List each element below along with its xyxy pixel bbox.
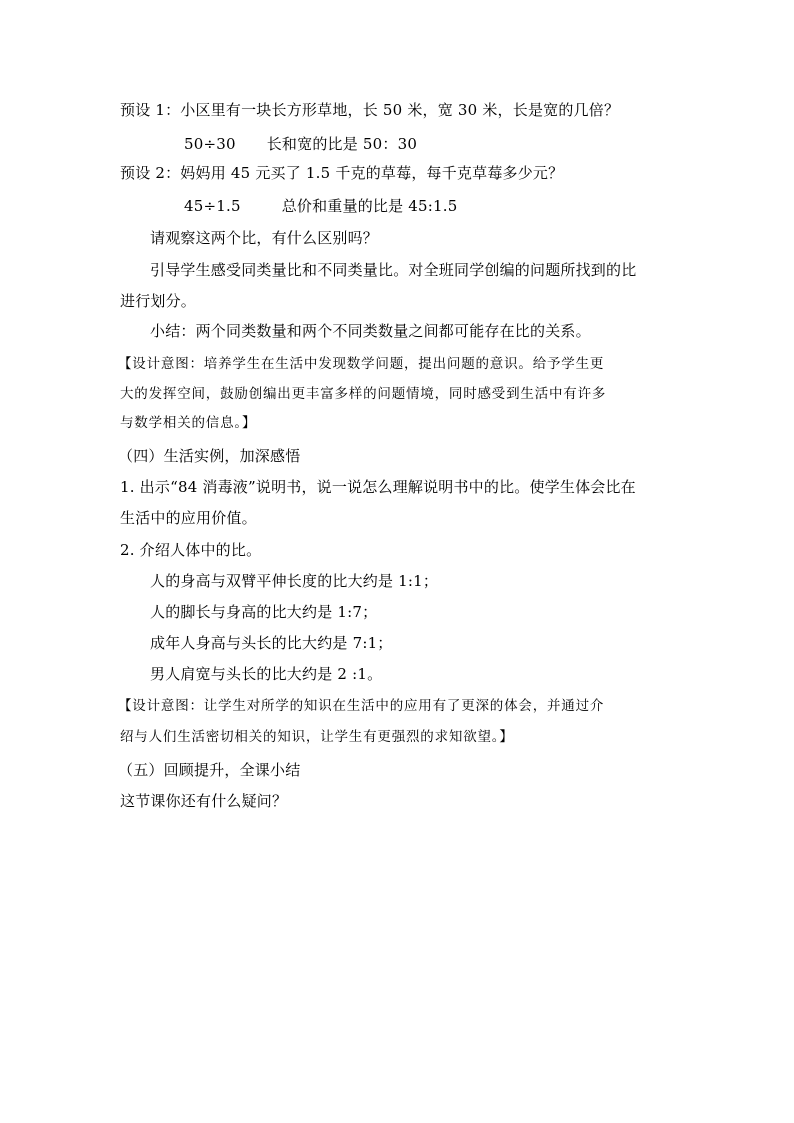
formula-division-2: 45÷1.5 [184,197,241,215]
ratio-line-1: 人的身高与双臂平伸长度的比大约是 1:1； [150,572,439,590]
design-note-1-line-2: 大的发挥空间，鼓励创编出更丰富多样的问题情境，同时感受到生活中有许多 [120,386,607,402]
text-line-summary: 小结：两个同类数量和两个不同类数量之间都可能存在比的关系。 [150,322,591,340]
design-note-1-line-3: 与数学相关的信息。】 [120,415,257,431]
text-line-formula-2 [184,196,457,216]
text-line-formula-1 [184,134,417,154]
text-line-guide-1: 引导学生感受同类量比和不同类量比。对全班同学创编的问题所找到的比 [150,261,637,279]
text-line-item-1: 1. 出示“84 消毒液”说明书，说一说怎么理解说明书中的比。使学生体会比在 [120,478,636,496]
text-line-preset-2: 预设 2：妈妈用 45 元买了 1.5 千克的草莓，每千克草莓多少元？ [120,164,564,182]
section-heading-4: （四）生活实例，加深感悟 [118,447,301,465]
ratio-line-3: 成年人身高与头长的比大约是 7:1； [150,634,393,652]
design-note-2-line-1: 【设计意图：让学生对所学的知识在生活中的应用有了更深的体会，并通过介 [118,698,605,714]
ratio-line-4: 男人肩宽与头长的比大约是 2 :1。 [150,665,383,683]
text-line-preset-1: 预设 1：小区里有一块长方形草地，长 50 米，宽 30 米，长是宽的几倍？ [120,101,620,119]
text-line-item-2: 2. 介绍人体中的比。 [120,541,262,559]
text-line-guide-2: 进行划分。 [120,292,197,310]
section-heading-5: （五）回顾提升，全课小结 [118,761,301,779]
ratio-line-2: 人的脚长与身高的比大约是 1:7； [150,603,378,621]
formula-ratio-1: 长和宽的比是 50：30 [266,135,418,153]
text-line-item-1-cont: 生活中的应用价值。 [120,509,257,527]
text-line-question: 请观察这两个比，有什么区别吗？ [150,229,379,247]
formula-division-1: 50÷30 [184,135,236,153]
design-note-1-line-1: 【设计意图：培养学生在生活中发现数学问题，提出问题的意识。给予学生更 [118,356,605,372]
formula-ratio-2: 总价和重量的比是 45:1.5 [281,197,458,215]
text-line-final-question: 这节课你还有什么疑问？ [120,792,288,810]
design-note-2-line-2: 绍与人们生活密切相关的知识，让学生有更强烈的求知欲望。】 [120,729,514,745]
